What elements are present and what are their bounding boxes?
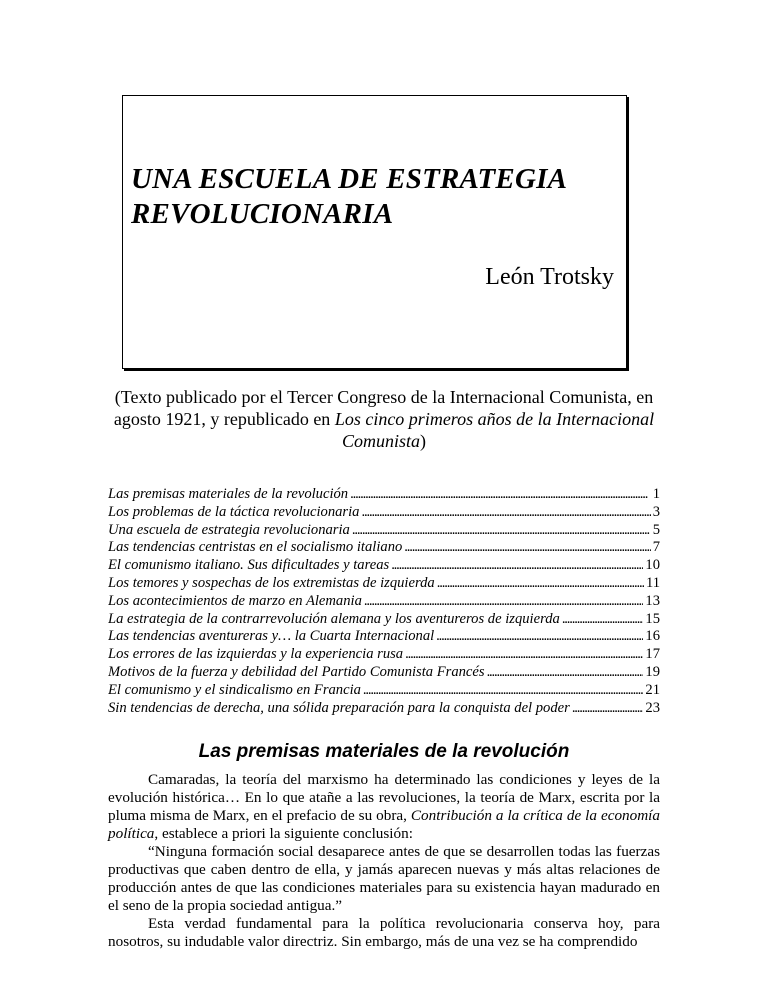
toc-entry[interactable] [108,504,660,522]
toc-leader [391,557,643,575]
toc-entry-page: 7 [652,539,660,556]
subtitle-pre: (Texto publicado por el Tercer Congreso de la Internacional Comunista, en agosto 1921, y republicado en [113,387,654,429]
toc-entry-title: Sin tendencias de derecha, una sólida preparación para la conquista del poder [108,699,570,716]
subtitle-post: ) [420,431,426,451]
toc-entry[interactable] [108,522,660,540]
toc-entry-page: 11 [645,574,660,591]
toc-entry[interactable] [108,539,660,557]
toc-leader [562,611,644,629]
title-box [122,95,627,369]
section-body [108,771,660,951]
toc-entry-page: 16 [645,628,660,645]
document-title [131,162,567,232]
toc-leader [364,593,644,611]
toc-entry[interactable] [108,700,660,718]
toc-entry-title: La estrategia de la contrarrevolución alemana y los aventureros de izquierda [108,610,560,627]
toc-entry-title: El comunismo italiano. Sus dificultades y tareas [108,557,390,574]
toc-entry-page: 13 [645,592,660,609]
toc-entry-title: Los acontecimientos de marzo en Alemania [108,592,362,609]
toc-entry-title: Las tendencias aventureras y… la Cuarta Internacional [108,628,435,645]
body-paragraph: Esta verdad fundamental para la política revolucionaria conserva hoy, para nosotros, su indudable valor directriz. Sin embargo, más de una vez se ha comprendido [108,915,660,950]
toc-entry-page: 21 [645,681,660,698]
body-paragraph [108,771,660,843]
toc-leader [436,628,643,646]
toc-entry-page: 10 [645,557,660,574]
title-line-2: REVOLUCIONARIA [131,198,394,230]
toc-entry-page: 5 [652,521,660,538]
subtitle [108,386,660,452]
toc-entry-title: Las tendencias centristas en el socialismo italiano [108,539,403,556]
subtitle-work: Los cinco primeros años de la Internacional Comunista [334,409,655,451]
toc-entry[interactable] [108,557,660,575]
toc-entry-page: 17 [645,646,660,663]
toc-entry-page: 23 [645,699,660,716]
toc-leader [572,700,644,718]
toc-entry-title: Una escuela de estrategia revolucionaria [108,521,350,538]
body-paragraph: “Ninguna formación social desaparece antes de que se desarrollen todas las fuerzas productivas que caben dentro de ella, y jamás aparecen nuevas y más altas relaciones de producción antes de que las condiciones materiales para su existencia hayan madurado en el seno de la propia sociedad antigua.” [108,843,660,914]
author: León Trotsky [485,264,614,290]
toc-entry-page: 1 [652,486,660,502]
section-heading: Las premisas materiales de la revolución [198,741,570,762]
toc-leader [487,664,644,682]
toc-entry[interactable] [108,628,660,646]
toc-leader [437,575,644,593]
toc-entry[interactable] [108,664,660,682]
toc-leader [361,504,650,522]
toc-entry[interactable] [108,646,660,664]
toc-leader [350,486,651,504]
toc-entry-page: 15 [645,610,660,627]
toc-entry[interactable] [108,593,660,611]
toc-entry[interactable] [108,486,660,504]
cited-work: Contribución a la crítica de la economía política [108,807,661,842]
toc-leader [363,682,643,700]
title-line-1: UNA ESCUELA DE ESTRATEGIA [131,163,568,195]
toc-entry-title: El comunismo y el sindicalismo en Francia [108,681,361,698]
toc-leader [405,646,643,664]
toc-entry-page: 19 [645,663,660,680]
toc-entry-title: Los errores de las izquierdas y la experiencia rusa [108,646,404,663]
toc-entry[interactable] [108,682,660,700]
toc-entry[interactable] [108,611,660,629]
toc-entry-title: Los temores y sospechas de los extremistas de izquierda [108,574,435,591]
toc-leader [404,539,650,557]
toc-entry-title: Los problemas de la táctica revolucionaria [108,503,360,520]
table-of-contents [108,486,660,717]
toc-leader [352,522,651,540]
toc-entry-title: Motivos de la fuerza y debilidad del Partido Comunista Francés [108,663,485,680]
toc-entry[interactable] [108,575,660,593]
toc-entry-title: Las premisas materiales de la revolución [108,486,349,502]
paragraph-text: Camaradas, la teoría del marxismo ha determinado las condiciones y leyes de la evolución histórica… En lo que atañe a las revoluciones, la teoría de Marx, escrita por la pluma misma de Marx, en el prefacio de su obra, [108,771,660,824]
paragraph-text: , establece a priori la siguiente conclusión: [154,825,413,842]
toc-entry-page: 3 [652,503,660,520]
